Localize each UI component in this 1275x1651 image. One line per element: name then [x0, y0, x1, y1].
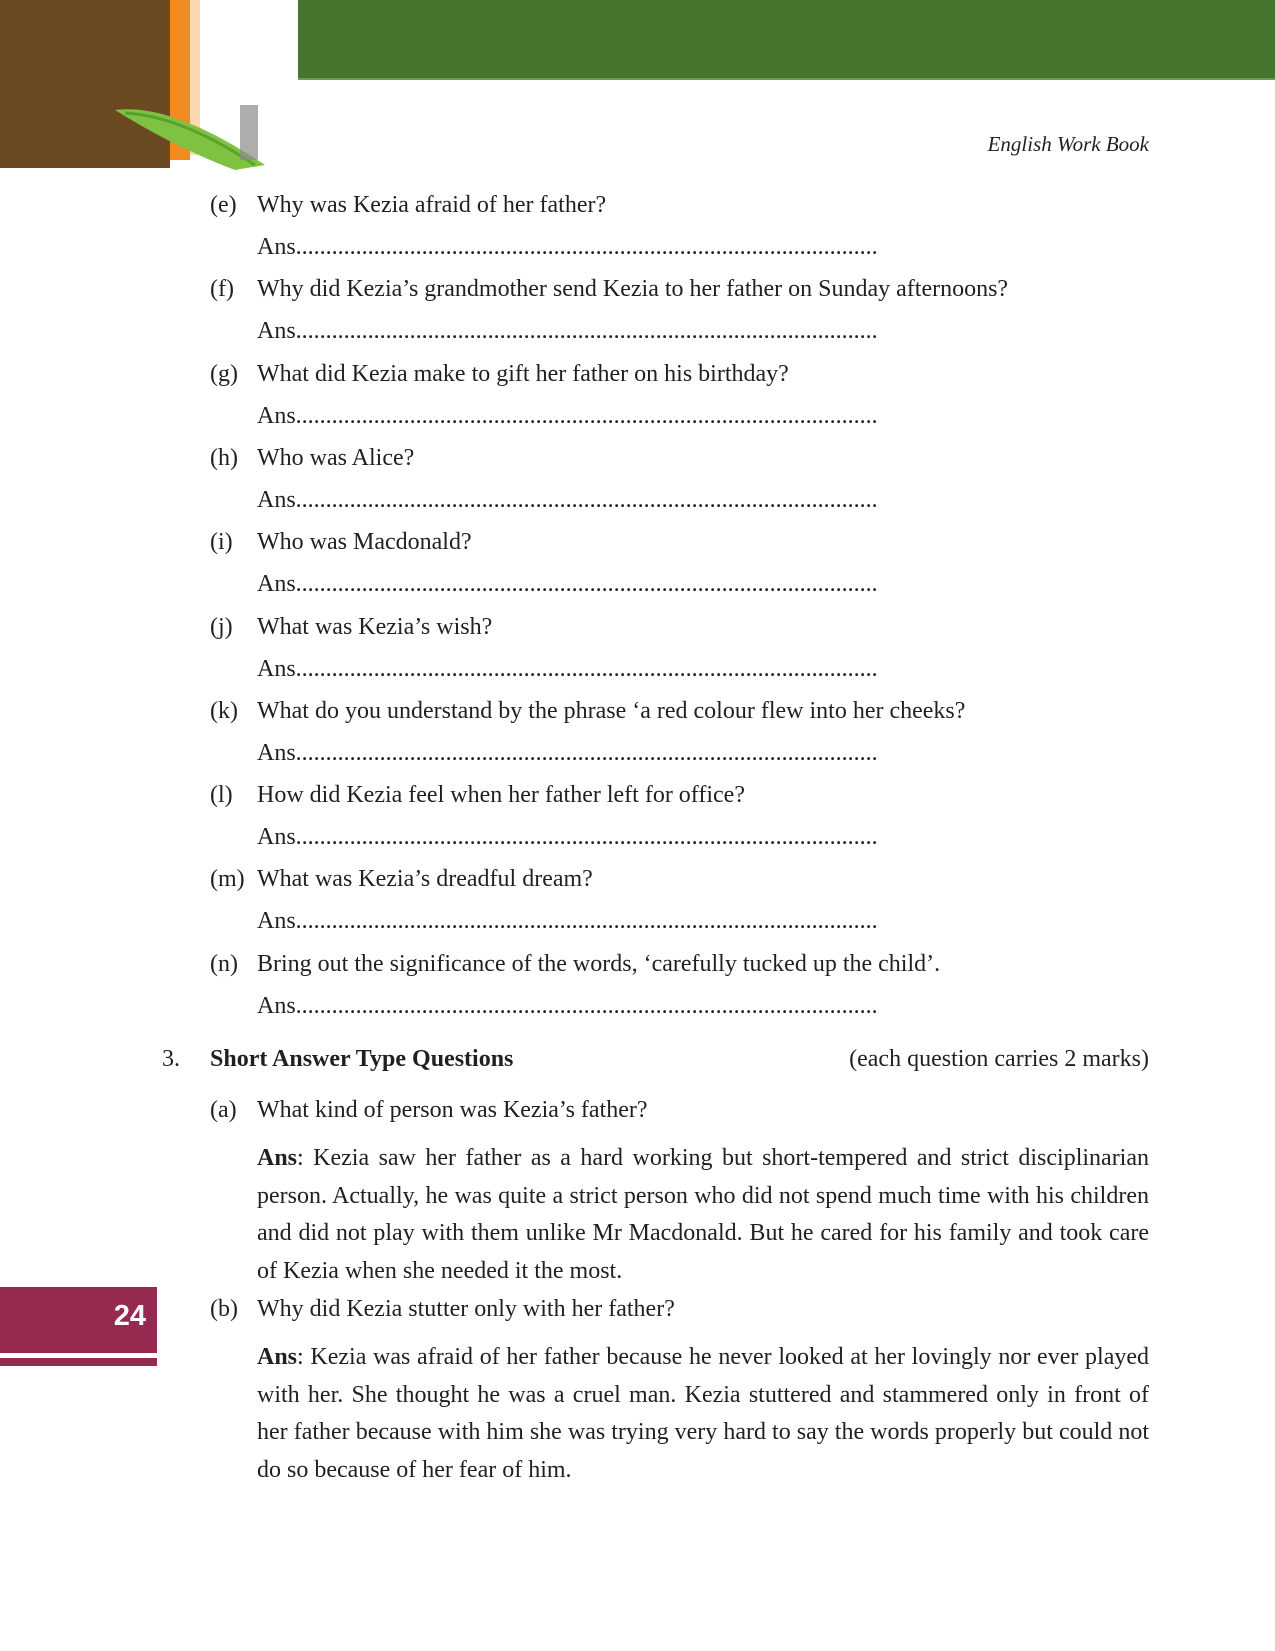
- page-number: 24: [113, 1300, 146, 1332]
- question-text: How did Kezia feel when her father left for office?: [257, 782, 745, 809]
- answer-blank-line[interactable]: Ans.................................................................................................: [257, 486, 878, 513]
- answer-blank-line[interactable]: Ans.................................................................................................: [257, 824, 878, 851]
- question-label: (g): [210, 360, 238, 387]
- question-text: Why was Kezia afraid of her father?: [257, 192, 607, 218]
- leaf-decoration-icon: [115, 105, 265, 175]
- page-number-underline: [0, 1358, 157, 1366]
- question-label: (a): [210, 1097, 237, 1123]
- answer-blank-line[interactable]: Ans.................................................................................................: [257, 318, 878, 345]
- section-marks: (each question carries 2 marks): [849, 1046, 1149, 1072]
- question-text: Who was Alice?: [257, 444, 415, 471]
- question-label: (n): [210, 950, 238, 977]
- answer-paragraph: [257, 1140, 1149, 1290]
- question-label: (h): [210, 444, 238, 471]
- question-label: (k): [210, 697, 238, 724]
- section-number: 3.: [162, 1046, 180, 1072]
- question-text: Why did Kezia stutter only with her father?: [257, 1296, 675, 1322]
- answer-label: Ans: [257, 1145, 298, 1171]
- answer-label: Ans: [257, 1344, 298, 1370]
- question-label: (l): [210, 782, 233, 809]
- question-label: (m): [210, 866, 245, 893]
- question-label: (b): [210, 1296, 238, 1322]
- question-text: What kind of person was Kezia’s father?: [257, 1097, 648, 1123]
- question-label: (i): [210, 529, 233, 556]
- answer-text: : Kezia was afraid of her father because he never looked at her lovingly nor ever played with her. She thought he was a cruel man. Kezia stuttered and stammered only in front of her father because with him she was trying very hard to say the words properly but could not do so because of her fear of him.: [257, 1344, 1149, 1483]
- question-label: (j): [210, 613, 233, 640]
- header-green-band: [298, 0, 1275, 80]
- answer-paragraph: [257, 1339, 1149, 1489]
- book-title: English Work Book: [987, 132, 1149, 156]
- answer-blank-line[interactable]: Ans.................................................................................................: [257, 402, 878, 429]
- answer-blank-line[interactable]: Ans.................................................................................................: [257, 739, 878, 766]
- answer-blank-line[interactable]: Ans.................................................................................................: [257, 571, 878, 598]
- section-title: Short Answer Type Questions: [210, 1046, 514, 1072]
- question-text: What was Kezia’s wish?: [257, 613, 493, 640]
- question-text: Who was Macdonald?: [257, 529, 472, 556]
- question-text: Bring out the significance of the words, ‘carefully tucked up the child’.: [257, 950, 941, 977]
- question-label: (f): [210, 276, 234, 303]
- answer-text: : Kezia saw her father as a hard working but short-tempered and strict disciplinarian person. Actually, he was quite a strict person who did not spend much time with his children and did not play with them unlike Mr Macdonald. But he cared for his family and took care of Kezia when she needed it the most.: [257, 1145, 1149, 1284]
- question-text: What did Kezia make to gift her father on his birthday?: [257, 360, 789, 387]
- question-text: Why did Kezia’s grandmother send Kezia to her father on Sunday afternoons?: [257, 276, 1009, 303]
- answer-blank-line[interactable]: Ans.................................................................................................: [257, 655, 878, 682]
- answer-blank-line[interactable]: Ans.................................................................................................: [257, 234, 878, 260]
- answer-blank-line[interactable]: Ans.................................................................................................: [257, 908, 878, 935]
- question-text: What was Kezia’s dreadful dream?: [257, 866, 593, 893]
- question-label: (e): [210, 192, 237, 218]
- question-text: What do you understand by the phrase ‘a red colour flew into her cheeks?: [257, 697, 966, 724]
- answer-blank-line[interactable]: Ans.................................................................................................: [257, 992, 878, 1019]
